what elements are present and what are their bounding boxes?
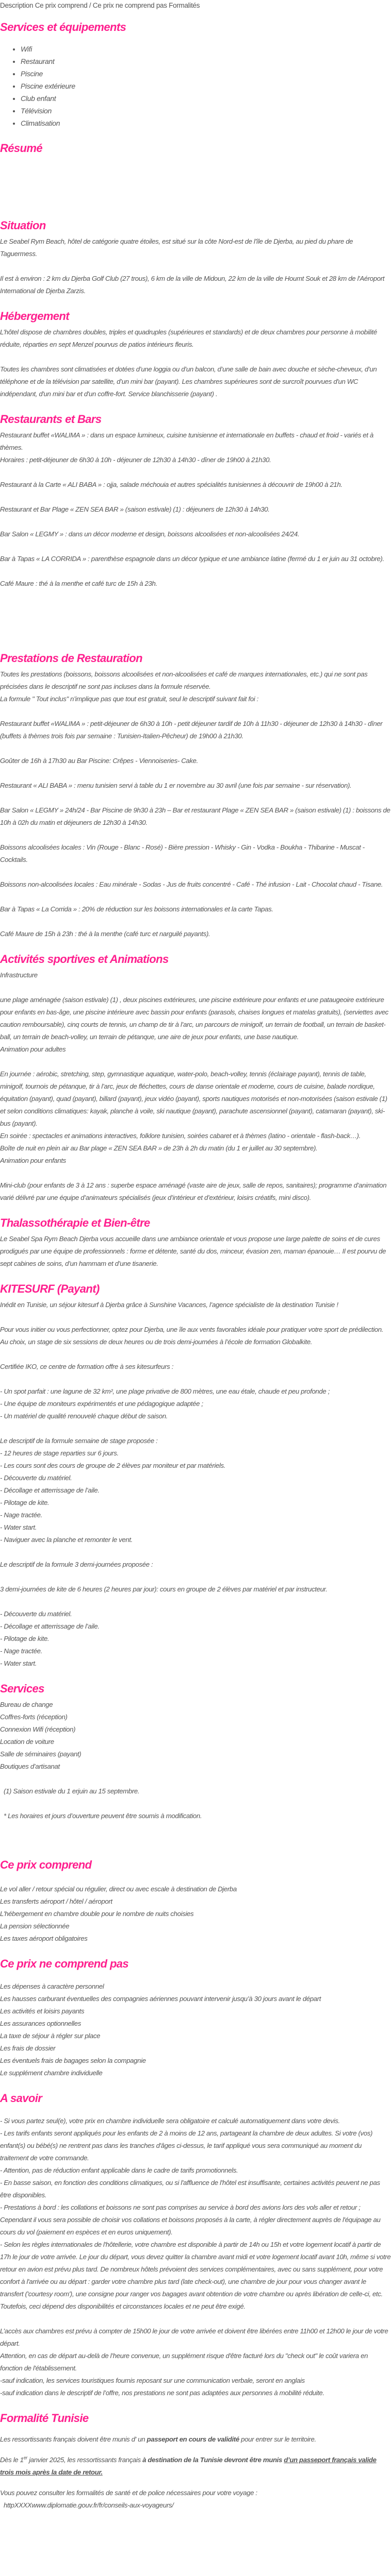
passport-paragraph xyxy=(0,2433,391,2446)
paragraph xyxy=(0,1179,391,1204)
list-item: • Wifi xyxy=(21,43,391,55)
text-line: Il est à environ : 2 km du Djerba Golf Club (27 trous), 6 km de la ville de Midoun, 22 km de la ville de Houmt Souk et 28 km de l'Aéroport International de Djerba Zarzis. xyxy=(0,275,385,295)
paragraph xyxy=(0,2115,391,2313)
text-line: Location de voiture xyxy=(0,1738,54,1745)
text-line: -sauf indication dans le descriptif de l’offre, nos prestations ne sont pas adaptées aux personnes à mobilité réduite. xyxy=(0,2389,324,2397)
paragraph xyxy=(0,1608,391,1670)
paragraph xyxy=(0,1299,391,1311)
ce-prix-comprend-section xyxy=(0,1857,391,1945)
list-item: • Télévision xyxy=(21,105,391,117)
text: Vous pouvez consulter les formalités de santé et de police nécessaires pour votre voyage : xyxy=(0,2489,257,2497)
breadcrumb-formalites-link[interactable]: Formalités xyxy=(169,2,200,9)
services-equipements-list xyxy=(0,43,391,129)
text-line: - Water start. xyxy=(0,1523,37,1531)
text-line: La pension sélectionnée xyxy=(0,1922,70,1930)
text-line: Restaurant à la Carte « ALI BABA » : ojja, salade méchouia et autres spécialités tunisiennes à découvrir de 19h00 à 21h. xyxy=(0,481,343,488)
text-line: - Un spot parfait : une lagune de 32 km², une plage privative de 800 mètres, une eau étale, chaude et peu profonde ; xyxy=(0,1387,330,1395)
paragraph xyxy=(0,1810,391,1822)
text-line: Boissons alcoolisées locales : Vin (Rouge - Blanc - Rosé) - Bière pression - Whisky - Gin - Vodka - Boukha - Thibarine - Muscat - Cocktails. xyxy=(0,843,365,863)
paragraph xyxy=(0,1068,391,1167)
text-line: - Les tarifs enfants seront appliqués pour les enfants de 2 à moins de 12 ans, partageant la chambre de deux adultes. Si votre (vos) enfant(s) ou bébé(s) ne rentrent pas dans les tranches d'âges ci-dessus, le tarif appliqué vous sera communiqué au moment du traitement de votre commande. xyxy=(0,2129,373,2162)
section-body xyxy=(0,1980,391,2079)
paragraph xyxy=(0,1583,391,1596)
paragraph xyxy=(0,928,391,940)
text-line: Horaires : petit-déjeuner de 6h30 à 10h - déjeuner de 12h30 à 14h30 - dîner de 19h00 à 21h30. xyxy=(0,456,271,464)
paragraph xyxy=(0,578,391,590)
paragraph xyxy=(0,755,391,767)
section-heading: Restaurants et Bars xyxy=(0,413,102,426)
text-line: Restaurant et Bar Plage « ZEN SEA BAR » (saison estivale) (1) : déjeuners de 12h30 à 14h30. xyxy=(0,505,270,513)
text-line: - Selon les règles internationales de l'hôtellerie, votre chambre est disponible à partir de 14h ou 15h et votre logement locatif à partir de 17h le jour de votre arrivée. Le jour du départ, vous devez quitter la chambre avant midi et votre logement locatif avant 10h, même si votre retour en avion est prévu plus tard. De nombreux hôtels prévoient des services complémentaires, avec ou sans supplément, pour votre confort à l'arrivée ou au départ : garder votre chambre plus tard (late check-out), une chambre de jour pour vous changer avant le transfert ('courtesy room'), une consigne pour ranger vos bagages avant obtention de votre chambre ou après libération de celle-ci, etc. Toutefois, ceci dépend des disponibilités et circonstances locales et ne peut être exigé. xyxy=(0,2241,391,2310)
text-line: Bar à Tapas « LA CORRIDA » : parenthèse espagnole dans un décor typique et une ambiance latine (fermé du 1 er juin au 31 octobre). xyxy=(0,555,384,563)
text-line: Bureau de change xyxy=(0,1701,53,1708)
text-line: Restaurant buffet «WALIMA » : dans un espace lumineux, cuisine tunisienne et internationale en buffets - chaud et froid - variés et à thèmes. xyxy=(0,431,373,451)
text-line: En soirée : spectacles et animations interactives, folklore tunisien, soirées cabaret et à thèmes (latino - orientale - flash-back…). xyxy=(0,1132,361,1140)
text-line: (1) Saison estivale du 1 erjuin au 15 septembre. xyxy=(4,1787,140,1795)
resume-section xyxy=(0,141,391,207)
section-heading: Ce prix comprend xyxy=(0,1858,92,1871)
text-line: Les dépenses à caractère personnel xyxy=(0,1982,104,1990)
list-item: • Restaurant xyxy=(21,55,391,67)
section-heading: Services xyxy=(0,1682,44,1695)
bold-text: passeport en cours de validité xyxy=(146,2435,239,2443)
section-body xyxy=(0,1233,391,1270)
text-line: Les transferts aéroport / hôtel / aéroport xyxy=(0,1897,112,1905)
paragraph xyxy=(0,326,391,351)
breadcrumb-description-link[interactable]: Description xyxy=(0,2,34,9)
text-line: Le descriptif de la formule 3 demi-journées proposée : xyxy=(0,1561,153,1568)
text-line: Animation pour enfants xyxy=(0,1157,66,1164)
text-line: - Nage tractée. xyxy=(0,1511,42,1519)
text-line: - En basse saison, en fonction des conditions climatiques, ou si l'affluence de l'hôtel est insuffisante, certaines activités peuvent ne pas être disponibles. xyxy=(0,2179,380,2199)
paragraph xyxy=(0,718,391,742)
text-line: Certifiée IKO, ce centre de formation offre à ses kitesurfeurs : xyxy=(0,1363,174,1370)
section-body xyxy=(0,326,391,400)
section-heading: Situation xyxy=(0,219,46,232)
paragraph xyxy=(0,1785,391,1798)
text-line: L’hôtel dispose de chambres doubles, triples et quadruples (supérieures et standards) et de deux chambres pour personne à mobilité réduite, réparties en sept Menzel pourvus de patios intérieurs fleuris. xyxy=(0,328,377,348)
text-line: Les éventuels frais de bagages selon la compagnie xyxy=(0,2057,146,2064)
text-line: - Décollage et atterrissage de l’aile. xyxy=(0,1622,100,1630)
text-line: - Découverte du matériel. xyxy=(0,1610,72,1618)
text-line: Animation pour adultes xyxy=(0,1045,66,1053)
text-line: Boissons non-alcoolisées locales : Eau minérale - Sodas - Jus de fruits concentré - Café - Thé infusion - Lait - Chocolat chaud - Tisane. xyxy=(0,880,383,888)
text-line: * Les horaires et jours d’ouverture peuvent être soumis à modification. xyxy=(4,1812,202,1820)
text-line: - 12 heures de stage reparties sur 6 jours. xyxy=(0,1449,119,1457)
text-line: Café Maure : thé à la menthe et café turc de 15h à 23h. xyxy=(0,580,157,587)
text-line: Café Maure de 15h à 23h : thé à la menthe (café turc et narguilé payants). xyxy=(0,930,210,938)
text-line: Les activités et loisirs payants xyxy=(0,2007,85,2015)
situation-section xyxy=(0,218,391,297)
consult-paragraph xyxy=(0,2487,391,2512)
text-line: - Prestations à bord : les collations et boissons ne sont pas comprises au service à bord des avions lors des vols aller et retour ; Cependant il vous sera possible de choisir vos collations et boissons proposés à la carte, à régler directement auprès de l'équipage au cours du vol (paiement en espèces et en euros uniquement). xyxy=(0,2204,381,2236)
text-line: Restaurant buffet «WALIMA » : petit-déjeuner de 6h30 à 10h - petit déjeuner tardif de 10h à 11h30 - déjeuner de 12h30 à 14h30 - dîner (buffets à thèmes trois fois par semaine : Tunisien-Italien-Pêcheur) de 19h00 à 21h30. xyxy=(0,720,383,740)
section-heading: Résumé xyxy=(0,142,42,155)
text-line: Bar Salon « LEGMY » 24h/24 - Bar Piscine de 9h30 à 23h – Bar et restaurant Plage « ZEN SEA BAR » (saison estivale) (1) : boissons de 10h à 02h du matin et déjeuners de 12h30 à 14h30. xyxy=(0,806,390,826)
paragraph xyxy=(0,2325,391,2399)
paragraph xyxy=(0,1883,391,1945)
text-line: - Les cours sont des cours de groupe de 2 élèves par moniteur et par matériels. xyxy=(0,1462,226,1469)
section-heading: Ce prix ne comprend pas xyxy=(0,1957,129,1970)
text-line: Toutes les chambres sont climatisées et dotées d’une loggia ou d’un balcon, d’une salle de bain avec douche et sèche-cheveux, d’un téléphone et de la télévision par satellite, d’un mini bar (payant). Les chambres supérieures sont de surcroît pourvues d'un WC indépendant, d'un mini bar et d'un coffre-fort. Service blanchisserie (payant) . xyxy=(0,365,377,398)
text-line: Les hausses carburant éventuelles des compagnies aériennes pouvant intervenir jusqu’à 30 jours avant le départ xyxy=(0,1995,321,2003)
text-line: Salle de séminaires (payant) xyxy=(0,1750,82,1758)
paragraph xyxy=(0,503,391,516)
text-line: - Attention, pas de réduction enfant applicable dans le cadre de tarifs promotionnels. xyxy=(0,2166,238,2174)
text-line: Pour vous initier ou vous perfectionner, optez pour Djerba, une île aux vents favorables idéale pour pratiquer votre sport de prédilection. Au choix, un stage de six sessions de deux heures ou de trois demi-journées à l’école de formation Globalkite. xyxy=(0,1326,384,1346)
text-line: - Une équipe de moniteurs expérimentés et une pédagogique adaptée ; xyxy=(0,1400,203,1408)
list-item: • Climatisation xyxy=(21,117,391,129)
section-heading: Prestations de Restauration xyxy=(0,652,142,665)
text-line: -sauf indication, les services touristiques fournis reposant sur une communication verbale, seront en anglais xyxy=(0,2377,305,2384)
text-line: Le descriptif de la formule semaine de stage proposée : xyxy=(0,1437,158,1445)
text-line: Le vol aller / retour spécial ou régulier, direct ou avec escale à destination de Djerba xyxy=(0,1885,237,1893)
section-heading: Activités sportives et Animations xyxy=(0,953,169,965)
paragraph xyxy=(0,1699,391,1773)
section-heading: Services et équipements xyxy=(0,21,126,33)
text-line: Connexion Wifi (réception) xyxy=(0,1725,76,1733)
superscript: er xyxy=(23,2455,27,2461)
paragraph xyxy=(0,903,391,916)
bold-text: à destination de la Tunisie devront être munis xyxy=(142,2456,284,2464)
paragraph xyxy=(0,1233,391,1270)
text-line: - Nage tractée. xyxy=(0,1647,42,1655)
paragraph xyxy=(0,841,391,866)
diplomatie-link[interactable]: httpXXXXwww.diplomatie.gouv.fr/fr/conseils-aux-voyageurs/ xyxy=(4,2501,174,2509)
text-line: Les frais de dossier xyxy=(0,2044,56,2052)
paragraph xyxy=(0,1361,391,1373)
section-heading: Thalassothérapie et Bien-être xyxy=(0,1216,150,1229)
restaurants-et-bars-section xyxy=(0,412,391,590)
paragraph xyxy=(0,1980,391,2079)
text-line: Attention, en cas de départ au-delà de l’heure convenue, un supplément risque d'être facturé lors du "check out" le coût variera en fonction de l'établissement. xyxy=(0,2352,368,2372)
text-line: La formule " Tout inclus" n’implique pas que tout est gratuit, seul le descriptif suivant fait foi : xyxy=(0,695,258,703)
services-section xyxy=(0,1681,391,1822)
text-line: Boutiques d’artisanat xyxy=(0,1762,60,1770)
kitesurf-payant-section xyxy=(0,1281,391,1670)
text-line: 3 demi-journées de kite de 6 heures (2 heures par jour): cours en groupe de 2 élèves par matériel et par instructeur. xyxy=(0,1585,328,1593)
paragraph xyxy=(0,779,391,792)
services-equipements-section xyxy=(0,20,391,129)
paragraph xyxy=(0,969,391,981)
text-line: - Si vous partez seul(e), votre prix en chambre individuelle sera obligatoire et calculé automatiquement dans votre devis. xyxy=(0,2117,340,2125)
section-heading: Hébergement xyxy=(0,310,69,323)
paragraph xyxy=(0,429,391,466)
section-heading: A savoir xyxy=(0,2092,42,2105)
paragraph xyxy=(0,235,391,260)
paragraph xyxy=(0,994,391,1056)
text-line: Inédit en Tunisie, un séjour kitesurf à Djerba grâce à Sunshine Vacances, l’agence spécialiste de la destination Tunisie ! xyxy=(0,1301,338,1309)
text-line: Goûter de 16h à 17h30 au Bar Piscine: Crêpes - Viennoiseries- Cake. xyxy=(0,757,198,765)
breadcrumb-price-link[interactable]: Ce prix comprend / Ce prix ne comprend pas xyxy=(35,2,167,9)
paragraph xyxy=(0,528,391,540)
text-line: Bar Salon « LEGMY » : dans un décor moderne et design, boissons alcoolisées et non-alcoolisées 24/24. xyxy=(0,530,300,538)
text-line: - Découverte du matériel. xyxy=(0,1474,72,1482)
section-body xyxy=(0,969,391,1204)
activites-sportives-et-animations-section xyxy=(0,952,391,1204)
paragraph xyxy=(0,878,391,891)
text-line: Infrastructure xyxy=(0,971,38,979)
text-line: Restaurant « ALI BABA » : menu tunisien servi à table du 1 er novembre au 30 avril (une fois par semaine - sur réservation). xyxy=(0,782,352,789)
paragraph xyxy=(0,1435,391,1546)
section-body xyxy=(0,1883,391,1945)
paragraph xyxy=(0,1558,391,1571)
text-line: - Décollage et atterrissage de l’aile. xyxy=(0,1486,100,1494)
section-body xyxy=(0,429,391,590)
paragraph xyxy=(0,553,391,565)
section-body xyxy=(0,2115,391,2399)
text-line: Coffres-forts (réception) xyxy=(0,1713,68,1721)
paragraph xyxy=(0,363,391,400)
paragraph xyxy=(0,1385,391,1422)
text-line: une plage aménagée (saison estivale) (1) , deux piscines extérieures, une piscine extérieure pour enfants et une pataugeoire extérieure pour enfants en bas-âge, une piscine intérieure avec bassin pour enfants (parasols, chaises longues et matelas gratuits), (serviettes avec caution remboursable), cinq courts de tennis, un champ de tir à l’arc, un parcours de minigolf, un terrain de football, un terrain de basket-ball, un terrain de beach-volley, un terrain de pétanque, une aire de jeux pour enfants, une base nautique. xyxy=(0,996,388,1041)
list-item: • Piscine extérieure xyxy=(21,80,391,92)
text-line: - Un matériel de qualité renouvelé chaque début de saison. xyxy=(0,1412,168,1420)
text-line: La taxe de séjour à régler sur place xyxy=(0,2032,101,2040)
underlined-bold-text: d’un passeport français valide trois mois après la date de retour. xyxy=(0,2456,377,2476)
text: Les ressortissants français doivent être munis d' un xyxy=(0,2435,147,2443)
paragraph xyxy=(0,273,391,297)
text: janvier 2025, les ressortissants français xyxy=(27,2456,143,2464)
thalassotherapie-et-bien-etre-section xyxy=(0,1215,391,1270)
paragraph xyxy=(0,804,391,829)
section-body xyxy=(0,1699,391,1822)
text-line: - Water start. xyxy=(0,1659,37,1667)
section-heading: Formalité Tunisie xyxy=(0,2412,89,2425)
paragraph xyxy=(0,668,391,705)
section-heading: KITESURF (Payant) xyxy=(0,1282,100,1295)
text-line: Le Seabel Rym Beach, hôtel de catégorie quatre étoiles, est situé sur la côte Nord-est de l'île de Djerba, au pied du phare de Taguermess. xyxy=(0,238,353,258)
formalite-section xyxy=(0,2411,391,2512)
list-item: • Club enfant xyxy=(21,92,391,105)
text-line: En journée : aérobic, stretching, step, gymnastique aquatique, water-polo, beach-volley, tennis (éclairage payant), tennis de table, minigolf, tournois de pétanque, tir à l’arc, jeux de fléchettes, cours de danse orientale et moderne, cours de cuisine, balade nordique, équitation (payant), quad (payant), billard (payant), jeux vidéo (payant), sports nautiques motorisés et non-motorisées (saison estivale (1) et selon conditions climatiques: kayak, planche à voile, ski nautique (payant), parachute ascensionnel (payant), catamaran (payant), ski-bus (payant). xyxy=(0,1070,387,1127)
text-line: L'hébergement en chambre double pour le nombre de nuits choisies xyxy=(0,1910,194,1918)
text-line: - Pilotage de kite. xyxy=(0,1499,50,1506)
section-body xyxy=(0,1299,391,1670)
text-line: Les taxes aéroport obligatoires xyxy=(0,1935,88,1942)
hebergement-section xyxy=(0,309,391,400)
a-savoir-section xyxy=(0,2091,391,2399)
section-body xyxy=(0,235,391,297)
content-sections xyxy=(0,218,391,2399)
text-line: Le Seabel Spa Rym Beach Djerba vous accueille dans une ambiance orientale et vous propose une large palette de soins et de cures prodigués par une équipe de professionnels : forme et détente, santé du dos, minceur, évasion zen, maman épanouie… Il est pourvu de sept cabines de soins, d’un hammam et d’une tisanerie. xyxy=(0,1235,386,1267)
list-item: • Piscine xyxy=(21,67,391,80)
prestations-de-restauration-section xyxy=(0,651,391,940)
text-line: Boîte de nuit en plein air au Bar plage « ZEN SEA BAR » de 23h à 2h du matin (du 1 er juillet au 30 septembre). xyxy=(0,1144,318,1152)
paragraph xyxy=(0,1324,391,1348)
text: Dès le 1 xyxy=(0,2456,24,2464)
text-line: - Pilotage de kite. xyxy=(0,1635,50,1642)
text-line: Mini-club (pour enfants de 3 à 12 ans : superbe espace aménagé (vaste aire de jeux, salle de repos, sanitaires); programme d’animation varié délivré par une équipe d’animateurs spécialisés (jeux d’intérieur et d’extérieur, loisirs créatifs, mini disco). xyxy=(0,1181,387,1201)
text: pour entrer sur le territoire. xyxy=(239,2435,316,2443)
ce-prix-ne-comprend-pas-section xyxy=(0,1956,391,2079)
text-line: L’accès aux chambres est prévu à compter de 15h00 le jour de votre arrivée et doivent être libérées entre 11h00 et 12h00 le jour de votre départ. xyxy=(0,2327,388,2347)
text-line: - Naviguer avec la planche et remonter le vent. xyxy=(0,1536,133,1544)
section-body xyxy=(0,668,391,940)
text-line: Le supplément chambre individuelle xyxy=(0,2069,103,2077)
text-line: Toutes les prestations (boissons, boissons alcoolisées et non-alcoolisées et café de marques internationales, etc.) qui ne sont pas précisées dans le descriptif ne sont pas incluses dans la formule réservée. xyxy=(0,670,368,690)
passport-2025-paragraph xyxy=(0,2454,391,2479)
breadcrumb xyxy=(0,0,391,11)
text-line: Bar à Tapas « La Corrida » : 20% de réduction sur les boissons internationales et la carte Tapas. xyxy=(0,905,273,913)
text-line: Les assurances optionnelles xyxy=(0,2020,81,2027)
paragraph xyxy=(0,479,391,491)
